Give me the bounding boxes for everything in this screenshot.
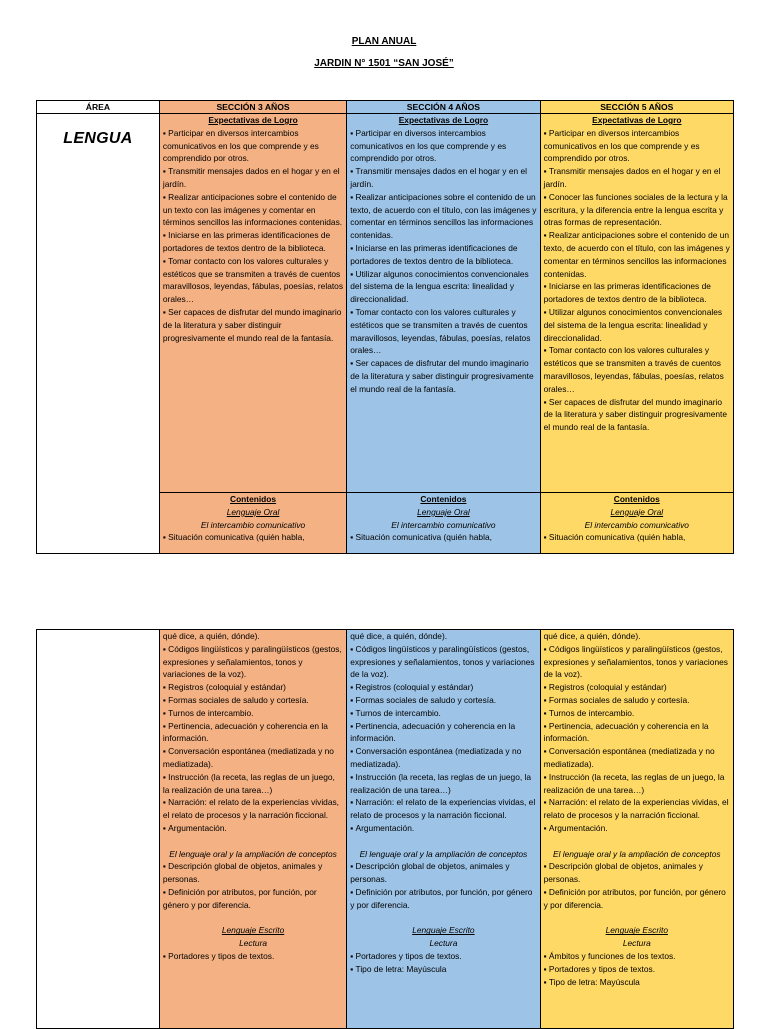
document-subtitle: JARDIN N° 1501 “SAN JOSÉ”	[314, 58, 454, 69]
list-item: ▪ Tomar contacto con los valores culturales y estéticos que se transmiten a través de cuentos maravillosos, leyendas, fábulas, poesías, relatos orales…	[350, 306, 536, 357]
list-item: ▪ Conversación espontánea (mediatizada y no mediatizada).	[350, 745, 536, 771]
list-item: ▪ Iniciarse en las primeras identificaciones de portadores de textos dentro de la biblioteca.	[350, 242, 536, 268]
list-item: ▪ Tipo de letra: Mayúscula	[350, 963, 536, 976]
list-item: ▪ Códigos lingüísticos y paralingüísticos (gestos, expresiones y señalamientos, tonos y variaciones de la voz).	[544, 643, 730, 681]
list-item: ▪ Pertinencia, adecuación y coherencia en la información.	[544, 720, 730, 746]
expectativas-heading: Expectativas de Logro	[592, 115, 682, 125]
list-item: ▪ Instrucción (la receta, las reglas de un juego, la realización de una tarea…)	[163, 771, 343, 797]
list-item: ▪ Turnos de intercambio.	[163, 707, 343, 720]
list-item: ▪ Definición por atributos, por función, por género y por diferencia.	[163, 886, 343, 912]
contenidos-heading: Contenidos	[420, 494, 467, 504]
lenguaje-oral-heading: Lenguaje Oral	[417, 506, 470, 517]
lenguaje-escrito-heading: Lenguaje Escrito	[605, 925, 668, 936]
list-item: ▪ Descripción global de objetos, animales y personas.	[163, 860, 343, 886]
list-item: ▪ Participar en diversos intercambios comunicativos en los que comprende y es comprendido por otros.	[544, 127, 730, 165]
list-item: ▪ Ser capaces de disfrutar del mundo imaginario de la literatura y saber distinguir progresivamente el mundo real de la fantasía.	[350, 357, 536, 395]
list-item: ▪ Conversación espontánea (mediatizada y no mediatizada).	[544, 745, 730, 771]
list-item: ▪ Iniciarse en las primeras identificaciones de portadores de textos dentro de la biblioteca.	[544, 280, 730, 306]
list-item: ▪ Utilizar algunos conocimientos convencionales del sistema de la lengua escrita: linealidad y direccionalidad.	[350, 268, 536, 306]
list-item: ▪ Pertinencia, adecuación y coherencia en la información.	[350, 720, 536, 746]
list-item: ▪ Situación comunicativa (quién habla,	[163, 531, 343, 544]
header-section-4: SECCIÓN 4 AÑOS	[347, 101, 540, 114]
list-item: ▪ Definición por atributos, por función, por género y por diferencia.	[350, 886, 536, 912]
list-item: ▪ Instrucción (la receta, las reglas de un juego, la realización de una tarea…)	[350, 771, 536, 797]
spacer	[163, 912, 343, 925]
continuation-text: qué dice, a quién, dónde).	[543, 631, 641, 641]
header-section-3: SECCIÓN 3 AÑOS	[159, 101, 346, 114]
spacer	[350, 912, 536, 925]
list-item: ▪ Participar en diversos intercambios comunicativos en los que comprende y es comprendido por otros.	[163, 127, 343, 165]
plan-table-page-2	[36, 629, 734, 1029]
list-item: ▪ Portadores y tipos de textos.	[544, 963, 730, 976]
ampliacion-heading: El lenguaje oral y la ampliación de conceptos	[359, 848, 528, 859]
list-item: ▪ Códigos lingüísticos y paralingüísticos (gestos, expresiones y señalamientos, tonos y variaciones de la voz).	[350, 643, 536, 681]
list-item: ▪ Participar en diversos intercambios comunicativos en los que comprende y es comprendido por otros.	[350, 127, 536, 165]
contenidos-continued-s3	[159, 630, 346, 1029]
lenguaje-escrito-heading: Lenguaje Escrito	[412, 925, 475, 936]
contenidos-continued-s4	[347, 630, 540, 1029]
spacer	[544, 912, 730, 925]
lectura-heading: Lectura	[622, 938, 651, 949]
list-item: ▪ Realizar anticipaciones sobre el contenido de un texto con las imágenes y comentar en términos sencillos las informaciones contenidas.	[163, 191, 343, 229]
intercambio-heading: El intercambio comunicativo	[391, 519, 496, 530]
list-item: ▪ Tomar contacto con los valores culturales y estéticos que se transmiten a través de cuentos maravillosos, leyendas, fábulas, poesías, relatos orales…	[544, 344, 730, 395]
expectativas-s4	[347, 114, 540, 493]
contenidos-s5	[540, 493, 733, 554]
list-item: ▪ Iniciarse en las primeras identificaciones de portadores de textos dentro de la biblioteca.	[163, 229, 343, 255]
expectativas-s5	[540, 114, 733, 493]
list-item: ▪ Utilizar algunos conocimientos convencionales del sistema de la lengua escrita: linealidad y direccionalidad.	[544, 306, 730, 344]
list-item: ▪ Turnos de intercambio.	[544, 707, 730, 720]
expectativas-heading: Expectativas de Logro	[208, 115, 298, 125]
list-item: ▪ Códigos lingüísticos y paralingüísticos (gestos, expresiones y señalamientos, tonos y variaciones de la voz).	[163, 643, 343, 681]
header-area: ÁREA	[37, 101, 160, 114]
list-item: ▪ Descripción global de objetos, animales y personas.	[350, 860, 536, 886]
list-item: ▪ Conocer las funciones sociales de la lectura y la escritura, y la diferencia entre la lengua escrita y otras formas de representación.	[544, 191, 730, 229]
list-item: ▪ Narración: el relato de la experiencias vividas, el relato de procesos y la narración ficcional.	[544, 796, 730, 822]
intercambio-heading: El intercambio comunicativo	[200, 519, 306, 530]
expectativas-s3	[159, 114, 346, 493]
list-item: ▪ Turnos de intercambio.	[350, 707, 536, 720]
intercambio-heading: El intercambio comunicativo	[584, 519, 689, 530]
list-item: ▪ Transmitir mensajes dados en el hogar y en el jardín.	[163, 165, 343, 191]
list-item: ▪ Situación comunicativa (quién habla,	[350, 531, 536, 544]
list-item: ▪ Conversación espontánea (mediatizada y no mediatizada).	[163, 745, 343, 771]
list-item: ▪ Instrucción (la receta, las reglas de un juego, la realización de una tarea…)	[544, 771, 730, 797]
list-item: ▪ Situación comunicativa (quién habla,	[544, 531, 730, 544]
contenidos-heading: Contenidos	[230, 494, 277, 504]
plan-table-page-1	[36, 100, 734, 554]
document-title: PLAN ANUAL	[351, 36, 417, 47]
list-item: ▪ Tipo de letra: Mayúscula	[544, 976, 730, 989]
list-item: ▪ Formas sociales de saludo y cortesía.	[163, 694, 343, 707]
contenidos-heading: Contenidos	[613, 494, 660, 504]
lectura-heading: Lectura	[239, 938, 268, 949]
lenguaje-oral-heading: Lenguaje Oral	[226, 506, 280, 517]
list-item: ▪ Argumentación.	[544, 822, 730, 835]
list-item: ▪ Ser capaces de disfrutar del mundo imaginario de la literatura y saber distinguir progresivamente el mundo real de la fantasía.	[544, 396, 730, 434]
contenidos-continued-s5	[540, 630, 733, 1029]
list-item: ▪ Formas sociales de saludo y cortesía.	[544, 694, 730, 707]
ampliacion-heading: El lenguaje oral y la ampliación de conceptos	[552, 848, 721, 859]
list-item: ▪ Argumentación.	[163, 822, 343, 835]
list-item: ▪ Portadores y tipos de textos.	[163, 950, 343, 963]
expectativas-heading: Expectativas de Logro	[398, 115, 489, 125]
spacer	[544, 835, 730, 848]
spacer	[163, 835, 343, 848]
list-item: ▪ Portadores y tipos de textos.	[350, 950, 536, 963]
header-section-5: SECCIÓN 5 AÑOS	[540, 101, 733, 114]
list-item: ▪ Transmitir mensajes dados en el hogar y en el jardín.	[350, 165, 536, 191]
contenidos-s3	[159, 493, 346, 554]
lenguaje-escrito-heading: Lenguaje Escrito	[221, 925, 285, 936]
list-item: ▪ Formas sociales de saludo y cortesía.	[350, 694, 536, 707]
contenidos-s4	[347, 493, 540, 554]
list-item: ▪ Narración: el relato de la experiencias vividas, el relato de procesos y la narración ficcional.	[163, 796, 343, 822]
list-item: ▪ Tomar contacto con los valores culturales y estéticos que se transmiten a través de cuentos maravillosos, leyendas, fábulas, poesías, relatos orales…	[163, 255, 343, 306]
continuation-text: qué dice, a quién, dónde).	[162, 631, 260, 641]
lectura-heading: Lectura	[429, 938, 458, 949]
list-item: ▪ Registros (coloquial y estándar)	[544, 681, 730, 694]
area-cell-continued	[37, 630, 160, 1029]
list-item: ▪ Descripción global de objetos, animales y personas.	[544, 860, 730, 886]
list-item: ▪ Ámbitos y funciones de los textos.	[544, 950, 730, 963]
list-item: ▪ Registros (coloquial y estándar)	[163, 681, 343, 694]
list-item: ▪ Pertinencia, adecuación y coherencia en la información.	[163, 720, 343, 746]
list-item: ▪ Realizar anticipaciones sobre el contenido de un texto, de acuerdo con el título, con las imágenes y comentar en términos sencillos las informaciones contenidas.	[544, 229, 730, 280]
area-name: LENGUA	[63, 130, 133, 147]
list-item: ▪ Registros (coloquial y estándar)	[350, 681, 536, 694]
list-item: ▪ Transmitir mensajes dados en el hogar y en el jardín.	[544, 165, 730, 191]
list-item: ▪ Argumentación.	[350, 822, 536, 835]
spacer	[350, 835, 536, 848]
area-cell	[37, 114, 160, 554]
list-item: ▪ Definición por atributos, por función, por género y por diferencia.	[544, 886, 730, 912]
list-item: ▪ Narración: el relato de la experiencias vividas, el relato de procesos y la narración ficcional.	[350, 796, 536, 822]
list-item: ▪ Realizar anticipaciones sobre el contenido de un texto, de acuerdo con el título, con las imágenes y comentar en términos sencillos las informaciones contenidas.	[350, 191, 536, 242]
lenguaje-oral-heading: Lenguaje Oral	[610, 506, 664, 517]
ampliacion-heading: El lenguaje oral y la ampliación de conceptos	[169, 848, 337, 859]
list-item: ▪ Ser capaces de disfrutar del mundo imaginario de la literatura y saber distinguir progresivamente el mundo real de la fantasía.	[163, 306, 343, 344]
continuation-text: qué dice, a quién, dónde).	[350, 631, 448, 641]
